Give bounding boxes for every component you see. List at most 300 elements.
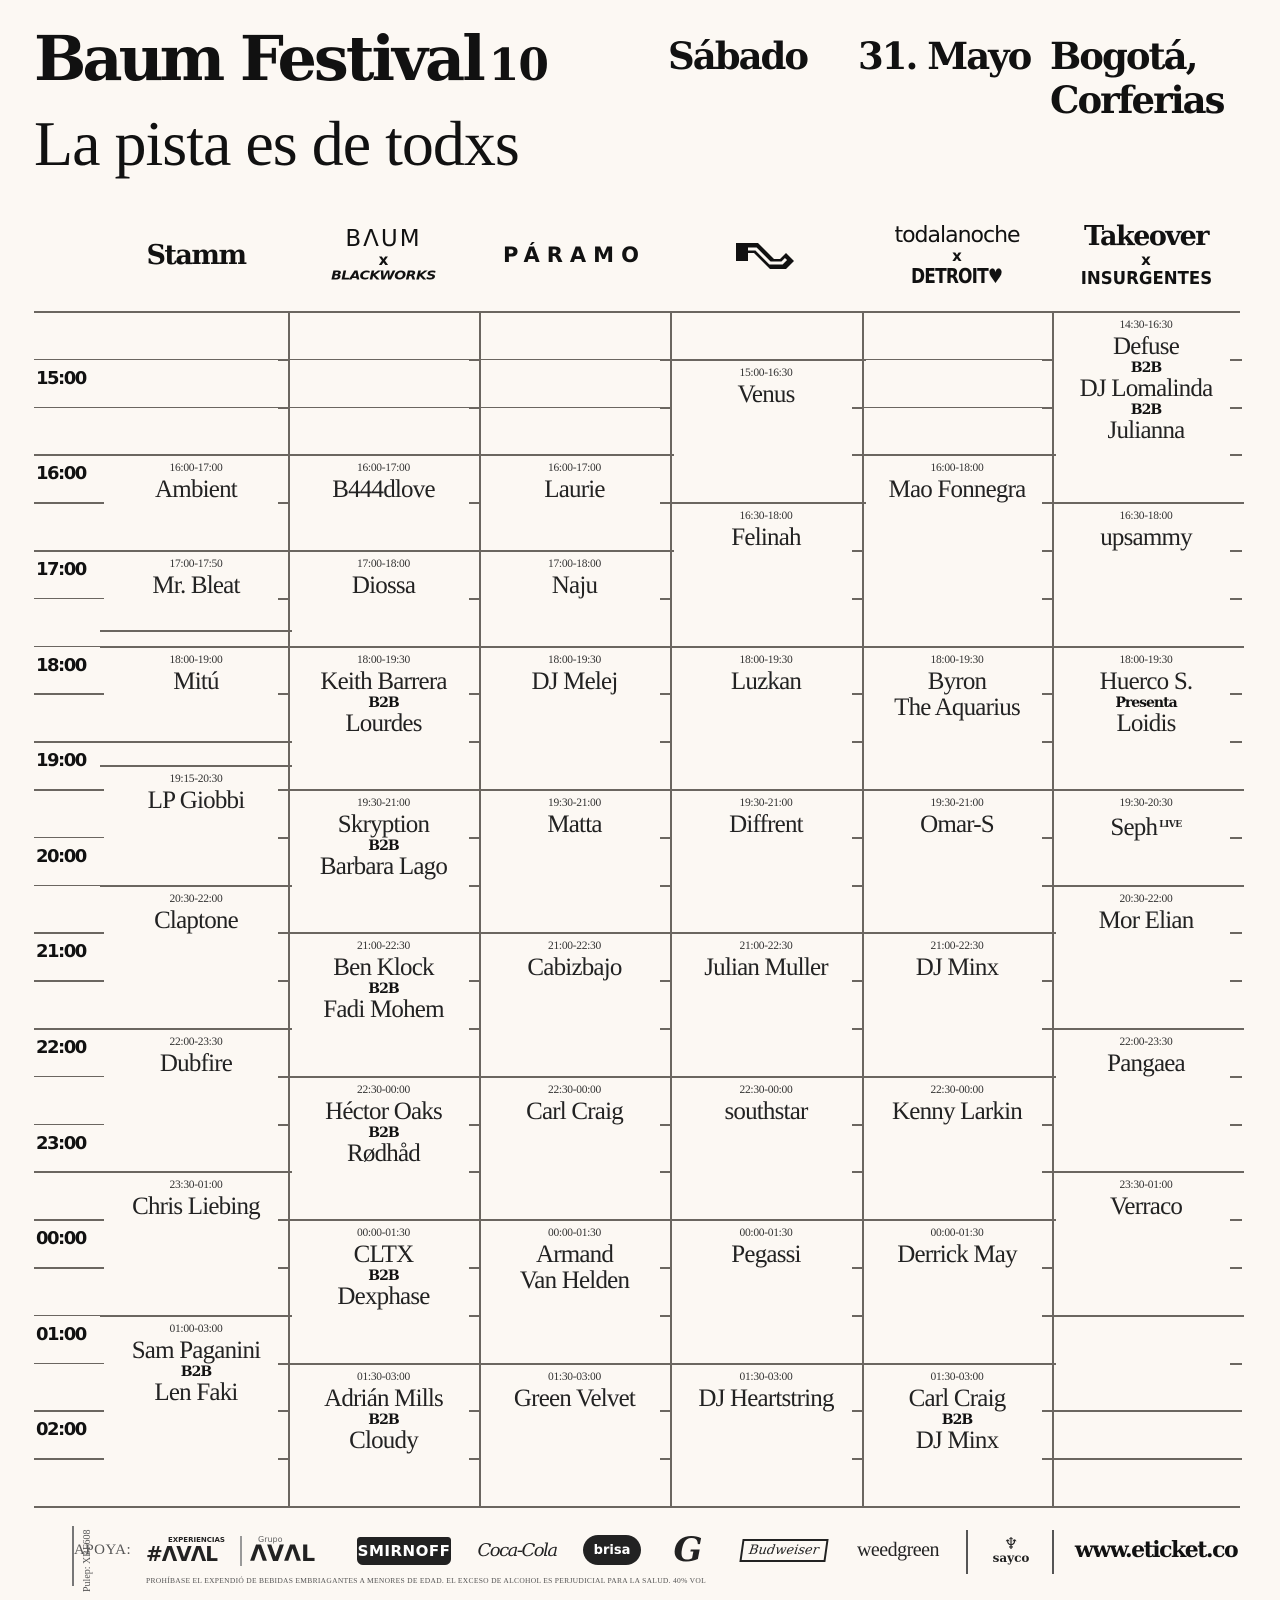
empty-slot-line — [104, 454, 288, 456]
supporters-label: APOYA: — [74, 1542, 132, 1558]
artist-name — [731, 525, 800, 551]
grid-bottom-border — [34, 1506, 1240, 1508]
set-time-range: 16:00-17:00 — [169, 462, 223, 475]
time-label: 18:00 — [36, 654, 86, 676]
artist-name — [155, 477, 237, 503]
set-boundary-line — [475, 1076, 674, 1078]
artist-name — [1107, 1051, 1185, 1077]
set-boundary-line — [100, 885, 292, 887]
b2b-label: B2B — [368, 1411, 399, 1428]
artist-name-text: Skryption — [337, 811, 430, 838]
set-time-range: 21:00-22:30 — [930, 940, 984, 953]
artist-name-text: Felinah — [731, 524, 801, 552]
artist-name-text: Mitú — [173, 667, 219, 695]
set-boundary-line — [666, 789, 866, 791]
time-label: 23:00 — [36, 1132, 86, 1154]
artist-name — [532, 669, 618, 695]
set-block — [104, 893, 288, 934]
artist-name — [547, 812, 601, 838]
artist-name-text: Dubfire — [159, 1050, 233, 1077]
empty-slot-line — [862, 359, 1052, 361]
set-block — [104, 654, 288, 695]
sponsor-experiencias-aval — [146, 1530, 230, 1570]
set-time-range: 22:30-00:00 — [739, 1083, 793, 1096]
set-boundary-line — [858, 1219, 1056, 1221]
artist-name-text: Rødhåd — [347, 1139, 420, 1167]
artist-name — [352, 573, 415, 599]
set-time-range: 17:00-17:50 — [169, 558, 223, 570]
set-time-range: 00:00-01:30 — [548, 1227, 601, 1240]
set-block — [670, 510, 862, 551]
half-hour-tick — [469, 885, 481, 887]
set-block — [288, 797, 479, 880]
artist-name-text: Barbara Lago — [319, 853, 448, 880]
half-hour-tick — [1230, 359, 1242, 361]
artist-name-text: Matta — [547, 811, 602, 838]
set-boundary-line — [475, 1219, 674, 1221]
artist-name — [889, 477, 1026, 503]
empty-slot-line — [1052, 1410, 1240, 1412]
half-hour-tick — [1042, 598, 1054, 600]
set-block — [862, 1084, 1052, 1125]
sayco-label: sayco — [992, 1550, 1030, 1565]
time-gridline — [34, 1076, 104, 1078]
sponsor-sayco — [984, 1530, 1038, 1570]
half-hour-tick — [660, 1458, 672, 1460]
artist-name — [333, 955, 433, 981]
set-time-range: 14:30-16:30 — [1119, 319, 1173, 331]
empty-slot-line — [479, 359, 670, 361]
stage-header-paramo — [479, 210, 670, 300]
half-hour-tick — [852, 1028, 864, 1030]
set-boundary-line — [858, 932, 1056, 934]
time-gridline — [34, 646, 104, 648]
divider — [240, 1536, 242, 1566]
time-gridline — [34, 502, 104, 504]
set-boundary-line — [666, 1363, 866, 1365]
set-block — [104, 1323, 288, 1406]
stage-name: PÁRAMO — [503, 243, 646, 267]
artist-name-text: Chris Liebing — [132, 1193, 260, 1221]
time-gridline — [34, 1458, 104, 1460]
resident-advisor-logo-icon — [734, 239, 798, 271]
artist-name — [132, 1194, 260, 1220]
set-boundary-line — [858, 1076, 1056, 1078]
half-hour-tick — [1042, 980, 1054, 982]
half-hour-tick — [852, 598, 864, 600]
event-city: Bogotá, — [1050, 34, 1197, 78]
set-time-range: 18:00-19:30 — [1119, 653, 1173, 666]
set-time-range: 21:00-22:30 — [548, 940, 601, 953]
half-hour-tick — [660, 598, 672, 600]
half-hour-tick — [660, 741, 672, 743]
event-day: Sábado — [668, 34, 808, 78]
artist-name — [132, 1338, 261, 1364]
set-block — [104, 773, 288, 814]
time-gridline — [34, 550, 104, 552]
artist-name — [324, 1386, 443, 1412]
artist-name-text: Luzkan — [730, 667, 802, 695]
set-block — [479, 462, 670, 503]
grid-top-border — [34, 311, 1240, 313]
set-boundary-line — [1048, 502, 1244, 504]
time-gridline — [34, 1363, 104, 1365]
time-gridline — [34, 1219, 104, 1221]
half-hour-tick — [660, 1315, 672, 1317]
time-gridline — [34, 1267, 104, 1269]
artist-name — [332, 477, 435, 503]
artist-name — [892, 1099, 1022, 1125]
permit-number: Pulep: XBF608 — [82, 1529, 93, 1592]
half-hour-tick — [660, 885, 672, 887]
set-boundary-line — [100, 630, 292, 632]
artist-name-text: DJ Lomalinda — [1079, 375, 1213, 402]
half-hour-tick — [469, 1458, 481, 1460]
set-boundary-line — [1048, 1171, 1244, 1173]
time-gridline — [34, 885, 104, 887]
artist-name-text: Pegassi — [731, 1241, 801, 1269]
stage-header-ra — [670, 210, 862, 300]
artist-name-text: LP Giobbi — [147, 787, 245, 815]
set-time-range: 16:30-18:00 — [1119, 510, 1173, 523]
artist-name — [527, 955, 621, 981]
lyre-icon: ♆ — [1003, 1533, 1019, 1553]
artist-name — [698, 1386, 833, 1412]
live-badge: LIVE — [1159, 820, 1182, 830]
set-boundary-line — [100, 1028, 292, 1030]
set-block — [1052, 319, 1240, 444]
empty-slot-line — [288, 359, 479, 361]
artist-name-text: Carl Craig — [526, 1097, 623, 1125]
time-gridline — [34, 789, 104, 791]
set-time-range: 00:00-01:30 — [930, 1227, 984, 1240]
column-divider — [670, 311, 672, 1506]
event-venue: Corferias — [1050, 78, 1224, 122]
half-hour-tick — [852, 550, 864, 552]
half-hour-tick — [1230, 741, 1242, 743]
set-block — [670, 367, 862, 408]
artist-name-text: Dexphase — [337, 1283, 430, 1311]
time-gridline — [34, 454, 104, 456]
empty-slot-line — [862, 454, 1052, 456]
artist-name — [737, 382, 794, 408]
set-block — [104, 1179, 288, 1220]
stage-name-bottom — [911, 264, 1002, 288]
time-gridline — [34, 980, 104, 982]
time-label: 20:00 — [36, 845, 86, 867]
set-block — [1052, 797, 1240, 841]
sponsor-smirnoff: SMIRNOFF — [357, 1537, 451, 1565]
half-hour-tick — [1230, 1076, 1242, 1078]
artist-name — [544, 477, 604, 503]
artist-name-text: Green Velvet — [513, 1384, 636, 1412]
set-time-range: 23:30-01:00 — [169, 1179, 223, 1192]
set-boundary-line — [1048, 1315, 1244, 1317]
artist-name — [1100, 669, 1193, 695]
stage-name-top: BΛUM — [345, 226, 422, 252]
artist-name-text: Ben Klock — [333, 954, 434, 982]
half-hour-tick — [1230, 1363, 1242, 1365]
divider — [966, 1530, 968, 1574]
artist-name-text: B444dlove — [332, 476, 435, 504]
set-boundary-line — [100, 1315, 292, 1317]
set-time-range: 23:30-01:00 — [1119, 1179, 1173, 1192]
artist-name-text: Armand — [535, 1241, 614, 1269]
sponsor-small-text: EXPERIENCIAS — [168, 1536, 225, 1544]
artist-name-text: DJ Melej — [531, 667, 618, 695]
set-boundary-line — [284, 932, 483, 934]
time-label: 15:00 — [36, 367, 86, 389]
half-hour-tick — [1042, 1267, 1054, 1269]
collab-x: x — [1141, 251, 1151, 269]
festival-title — [34, 22, 549, 95]
set-boundary-line — [475, 932, 674, 934]
artist-name-text: Van Helden — [519, 1267, 630, 1295]
artist-name-text: Loidis — [1116, 709, 1176, 737]
b2b-label: B2B — [1130, 402, 1162, 418]
half-hour-tick — [278, 1458, 290, 1460]
set-boundary-line — [1048, 646, 1244, 648]
artist-name-text: Huerco S. — [1099, 667, 1193, 695]
artist-name — [347, 1141, 420, 1167]
set-time-range: 18:00-19:00 — [169, 653, 223, 666]
set-block — [862, 1227, 1052, 1268]
set-block — [1052, 510, 1240, 551]
half-hour-tick — [1230, 837, 1242, 839]
artist-name-text: southstar — [724, 1097, 808, 1125]
empty-slot-line — [104, 407, 288, 409]
stage-name-bottom: BLACKWORKS — [331, 268, 436, 284]
set-time-range: 18:00-19:30 — [739, 653, 793, 666]
set-time-range: 22:30-00:00 — [357, 1083, 410, 1096]
artist-name — [152, 573, 239, 599]
artist-name-text: Omar-S — [920, 811, 994, 838]
artist-name-text: DJ Heartstring — [698, 1384, 834, 1412]
empty-slot-line — [104, 359, 288, 361]
artist-name-text: upsammy — [1100, 524, 1192, 552]
set-block — [862, 940, 1052, 981]
artist-name — [909, 1386, 1006, 1412]
set-block — [104, 462, 288, 503]
brand-event: Festival — [239, 22, 483, 95]
collab-x: x — [952, 246, 962, 265]
artist-name-text: Julianna — [1107, 417, 1185, 444]
artist-name — [1108, 418, 1185, 444]
half-hour-tick — [1230, 598, 1242, 600]
set-boundary-line — [858, 1363, 1056, 1365]
set-time-range: 16:30-18:00 — [739, 510, 793, 523]
b2b-label: B2B — [368, 694, 399, 711]
half-hour-tick — [852, 885, 864, 887]
stage-header-takeover-insurgentes — [1052, 210, 1240, 300]
artist-name — [731, 1242, 800, 1268]
artist-name — [1099, 908, 1194, 934]
set-block — [479, 1371, 670, 1412]
time-label: 00:00 — [36, 1228, 86, 1250]
sponsor-logo-text: ΛVΛL — [250, 1541, 316, 1567]
tagline: La pista es de todxs — [34, 108, 519, 179]
set-block — [1052, 654, 1240, 737]
time-label: 22:00 — [36, 1037, 86, 1058]
set-boundary-line — [475, 646, 674, 648]
artist-name-text: Naju — [551, 572, 598, 599]
artist-name — [731, 669, 801, 695]
set-block — [479, 654, 670, 695]
sponsor-small-text: Grupo — [258, 1534, 283, 1544]
set-block — [288, 462, 479, 503]
set-boundary-line — [475, 550, 674, 552]
set-block — [862, 654, 1052, 721]
set-boundary-line — [1048, 1028, 1244, 1030]
set-block — [479, 940, 670, 981]
artist-name — [154, 908, 238, 934]
set-time-range: 19:30-20:30 — [1119, 797, 1173, 809]
artist-name-text: Sam Paganini — [131, 1336, 261, 1364]
b2b-label: B2B — [368, 1124, 399, 1141]
artist-name-text: The Aquarius — [894, 693, 1020, 721]
set-block — [479, 1084, 670, 1125]
artist-name-text: CLTX — [353, 1241, 414, 1269]
set-boundary-line — [284, 1363, 483, 1365]
presenta-label: Presenta — [1115, 694, 1177, 711]
budweiser-logo: Budweiser — [739, 1539, 828, 1562]
half-hour-tick — [1230, 1219, 1242, 1221]
stage-name-bottom: INSURGENTES — [1080, 268, 1212, 289]
set-boundary-line — [284, 646, 483, 648]
set-boundary-line — [284, 1076, 483, 1078]
artist-name — [323, 997, 443, 1023]
set-block — [288, 940, 479, 1023]
set-time-range: 18:00-19:30 — [930, 653, 984, 666]
set-block — [288, 558, 479, 599]
set-block — [1052, 1036, 1240, 1077]
half-hour-tick — [660, 1028, 672, 1030]
set-block — [104, 1036, 288, 1077]
set-time-range: 01:30-03:00 — [739, 1370, 793, 1383]
set-block — [670, 797, 862, 838]
time-label: 16:00 — [36, 463, 86, 485]
artist-name-text: Lourdes — [345, 709, 422, 737]
artist-name — [520, 1268, 629, 1294]
half-hour-tick — [469, 1315, 481, 1317]
set-block — [862, 462, 1052, 503]
set-boundary-line — [100, 765, 292, 767]
artist-name-text: Claptone — [154, 906, 238, 934]
set-boundary-line — [666, 1219, 866, 1221]
artist-name — [1100, 525, 1192, 551]
set-block — [1052, 893, 1240, 934]
set-boundary-line — [100, 550, 292, 552]
artist-name — [1110, 812, 1181, 841]
empty-slot-line — [670, 359, 862, 361]
artist-name-text: Cloudy — [349, 1426, 418, 1454]
website-link[interactable]: www.eticket.co — [1074, 1537, 1238, 1563]
set-time-range: 19:30-21:00 — [357, 797, 410, 809]
artist-name-text: Mor Elian — [1098, 906, 1194, 934]
artist-name — [154, 1380, 237, 1406]
artist-name — [1080, 376, 1213, 402]
stage-name-top: todalanoche — [894, 222, 1020, 248]
set-boundary-line — [100, 646, 292, 648]
artist-name — [526, 1099, 623, 1125]
half-hour-tick — [1042, 1124, 1054, 1126]
time-gridline — [34, 932, 104, 934]
artist-name — [320, 854, 447, 880]
event-date: 31. Mayo — [858, 34, 1031, 78]
set-time-range: 19:30-21:00 — [548, 797, 601, 809]
artist-name-text: Kenny Larkin — [892, 1097, 1022, 1125]
set-time-range: 18:00-19:30 — [357, 653, 410, 666]
b2b-label: B2B — [368, 1268, 399, 1285]
artist-name — [148, 788, 245, 814]
set-block — [670, 1371, 862, 1412]
set-block — [862, 797, 1052, 838]
stage-name-top: Takeover — [1084, 221, 1208, 252]
b2b-label: B2B — [368, 838, 399, 854]
artist-name — [354, 1242, 414, 1268]
artist-name-text: Cabizbajo — [527, 954, 622, 982]
set-time-range: 18:00-19:30 — [548, 653, 601, 666]
empty-slot-line — [862, 407, 1052, 409]
artist-name-text: Ambient — [155, 476, 237, 504]
set-boundary-line — [475, 789, 674, 791]
set-boundary-line — [666, 502, 866, 504]
time-gridline — [34, 1028, 104, 1030]
half-hour-tick — [852, 1171, 864, 1173]
sponsor-weedgreen: weedgreen — [856, 1538, 940, 1561]
set-block — [288, 1084, 479, 1167]
set-block — [104, 558, 288, 599]
artist-name — [729, 812, 803, 838]
time-label: 17:00 — [36, 559, 86, 580]
half-hour-tick — [1230, 407, 1242, 409]
artist-name — [916, 1428, 999, 1454]
time-gridline — [34, 693, 104, 695]
set-time-range: 19:30-21:00 — [739, 797, 793, 809]
set-time-range: 22:00-23:30 — [1119, 1036, 1173, 1048]
set-boundary-line — [284, 789, 483, 791]
artist-name — [704, 955, 828, 981]
artist-name-text: Verraco — [1109, 1193, 1183, 1221]
collab-x: x — [378, 251, 389, 269]
set-boundary-line — [666, 932, 866, 934]
artist-name — [514, 1386, 635, 1412]
set-boundary-line — [666, 646, 866, 648]
set-block — [670, 654, 862, 695]
artist-name — [337, 1284, 429, 1310]
set-time-range: 22:30-00:00 — [930, 1083, 984, 1096]
artist-name-text: Len Faki — [154, 1378, 238, 1406]
empty-slot-line — [288, 454, 479, 456]
set-time-range: 16:00-17:00 — [548, 462, 601, 475]
set-boundary-line — [1048, 789, 1244, 791]
set-boundary-line — [666, 1076, 866, 1078]
artist-name-text: Mr. Bleat — [152, 572, 240, 599]
artist-name — [349, 1428, 418, 1454]
artist-name — [916, 955, 999, 981]
time-label: 01:00 — [36, 1323, 86, 1345]
set-time-range: 17:00-18:00 — [357, 558, 410, 570]
half-hour-tick — [852, 741, 864, 743]
stage-header-todalanoche-detroit — [862, 210, 1052, 300]
set-time-range: 01:30-03:00 — [357, 1370, 410, 1383]
artist-name-text: Venus — [737, 380, 795, 408]
edition-number: 10 — [488, 40, 549, 91]
set-time-range: 17:00-18:00 — [548, 558, 601, 570]
artist-name-text: Keith Barrera — [320, 667, 447, 695]
half-hour-tick — [1230, 980, 1242, 982]
legal-disclaimer: PROHÍBASE EL EXPENDIÓ DE BEBIDAS EMBRIAGANTES A MENORES DE EDAD. EL EXCESO DE ALCOHOL ES PERJUDICIAL PARA LA SALUD. 40% VOL — [146, 1576, 706, 1585]
